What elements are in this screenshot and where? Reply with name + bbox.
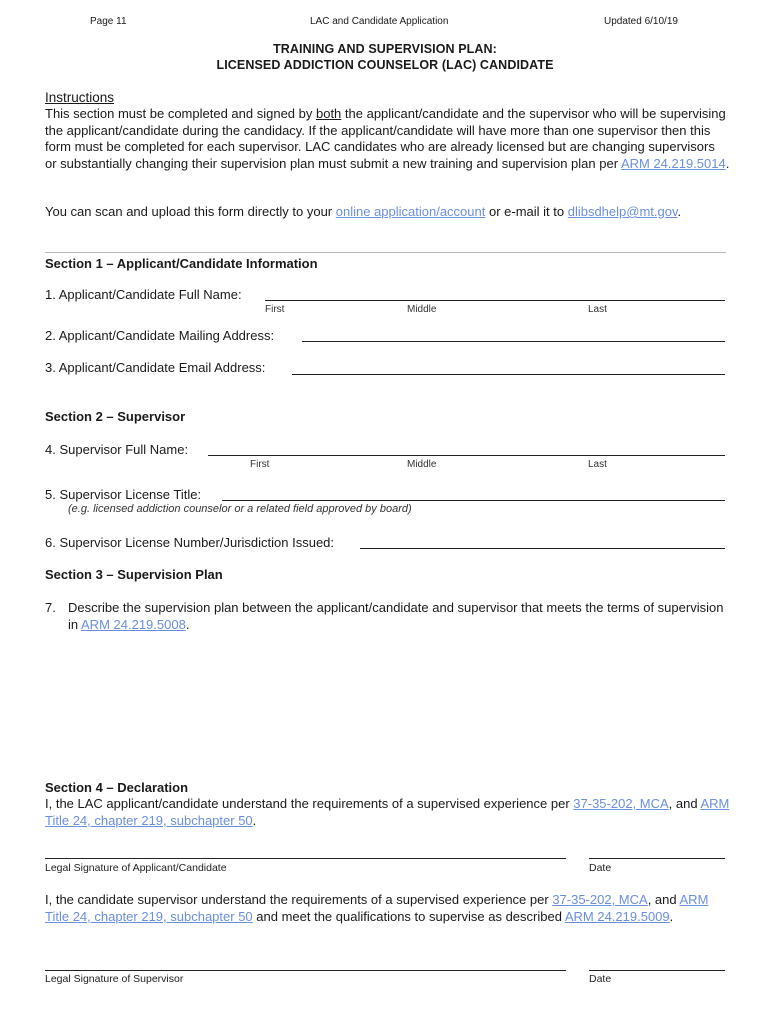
upload-text: You can scan and upload this form directly to your: [45, 204, 336, 219]
q7-text: [68, 600, 728, 633]
q7-description: Describe the supervision plan between the applicant/candidate and supervisor that meets the terms of supervision in: [68, 600, 724, 632]
q1-label: 1. Applicant/Candidate Full Name:: [45, 287, 242, 302]
declaration-2-and: , and: [647, 892, 680, 907]
instructions-heading: Instructions: [45, 90, 115, 105]
declaration-1-text: I, the LAC applicant/candidate understand the requirements of a supervised experience per: [45, 796, 574, 811]
declaration-1-period: .: [252, 812, 257, 828]
section1-heading: Section 1 – Applicant/Candidate Information: [45, 256, 318, 271]
arm-5008-link[interactable]: ARM 24.219.5008: [81, 616, 186, 632]
applicant-address-field[interactable]: [302, 341, 725, 342]
q7-number: 7.: [45, 600, 56, 615]
upload-paragraph: [45, 204, 730, 221]
online-application-link[interactable]: online application/account: [335, 204, 486, 219]
applicant-date-field[interactable]: [589, 858, 725, 859]
arm-title-24-link-2[interactable]: ARM Title 24, chapter 219, subchapter 50: [45, 892, 709, 924]
header-title: LAC and Candidate Application: [310, 16, 449, 27]
first-caption: First: [265, 304, 285, 315]
supervisor-name-field[interactable]: [208, 455, 725, 456]
email-link[interactable]: dlibsdhelp@mt.gov: [567, 204, 678, 219]
instructions-both: both: [315, 106, 342, 121]
section3-heading: Section 3 – Supervision Plan: [45, 567, 223, 582]
supervision-plan-area[interactable]: [68, 640, 725, 770]
last-caption-2: Last: [588, 459, 607, 470]
declaration-2-period: .: [669, 908, 674, 924]
instructions-text: This section must be completed and signed by: [45, 106, 316, 121]
instructions-text-2: the applicant/candidate and the supervisor who will be supervising the applicant/candidate during the candidacy. If the applicant/candidate will have more than one supervisor then this form must be completed for each supervisor. LAC candidates who are already licensed but are changing supervisors or substantially changing their supervision plan must submit a new training and supervision plan per: [45, 106, 726, 171]
q3-label: 3. Applicant/Candidate Email Address:: [45, 360, 266, 375]
middle-caption: Middle: [407, 304, 437, 315]
last-caption: Last: [588, 304, 607, 315]
supervisor-signature-field[interactable]: [45, 970, 566, 971]
mca-link-2[interactable]: 37-35-202, MCA: [552, 892, 648, 907]
q4-label: 4. Supervisor Full Name:: [45, 442, 189, 457]
declaration-2-text: I, the candidate supervisor understand the requirements of a supervised experience per: [45, 892, 553, 907]
declaration-1: [45, 796, 730, 829]
supervisor-date-label: Date: [589, 973, 612, 985]
middle-caption-2: Middle: [407, 459, 437, 470]
first-caption-2: First: [250, 459, 270, 470]
form-title-line2: LICENSED ADDICTION COUNSELOR (LAC) CANDIDATE: [216, 58, 554, 72]
declaration-2-text-2: and meet the qualifications to supervise as described: [252, 908, 565, 924]
applicant-date-label: Date: [589, 862, 612, 874]
declaration-2: [45, 892, 730, 925]
q6-label: 6. Supervisor License Number/Jurisdiction Issued:: [45, 535, 335, 550]
applicant-signature-field[interactable]: [45, 858, 566, 859]
q7-period: .: [185, 616, 190, 632]
arm-title-24-link[interactable]: ARM Title 24, chapter 219, subchapter 50: [45, 796, 730, 828]
license-title-hint: (e.g. licensed addiction counselor or a related field approved by board): [68, 503, 412, 515]
instructions-period: .: [725, 155, 730, 171]
upload-period: .: [677, 204, 682, 219]
form-title-line1: TRAINING AND SUPERVISION PLAN:: [273, 42, 497, 56]
instructions-paragraph: [45, 106, 730, 172]
section2-heading: Section 2 – Supervisor: [45, 409, 186, 424]
mca-link[interactable]: 37-35-202, MCA: [573, 796, 669, 811]
q2-label: 2. Applicant/Candidate Mailing Address:: [45, 328, 275, 343]
supervisor-license-title-field[interactable]: [222, 500, 725, 501]
applicant-name-field[interactable]: [265, 300, 725, 301]
updated-date: Updated 6/10/19: [604, 16, 678, 27]
divider: [45, 252, 726, 253]
arm-5009-link[interactable]: ARM 24.219.5009: [564, 908, 670, 924]
section4-heading: Section 4 – Declaration: [45, 780, 189, 795]
q5-label: 5. Supervisor License Title:: [45, 487, 202, 502]
page-number: Page 11: [90, 16, 127, 27]
applicant-email-field[interactable]: [292, 374, 725, 375]
supervisor-license-number-field[interactable]: [360, 548, 725, 549]
arm-5014-link[interactable]: ARM 24.219.5014: [620, 155, 726, 171]
upload-text-2: or e-mail it to: [485, 204, 568, 219]
applicant-signature-label: Legal Signature of Applicant/Candidate: [45, 862, 227, 874]
declaration-1-and: , and: [668, 796, 701, 811]
supervisor-signature-label: Legal Signature of Supervisor: [45, 973, 184, 985]
supervisor-date-field[interactable]: [589, 970, 725, 971]
